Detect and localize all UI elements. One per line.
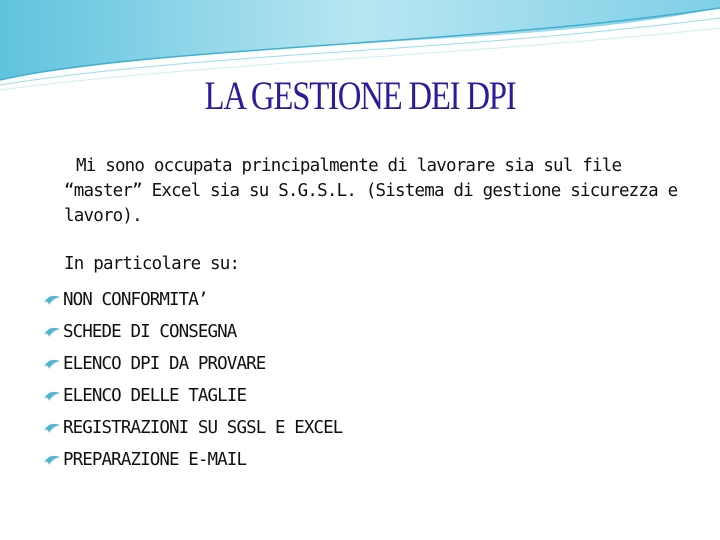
list-item-label: NON CONFORMITA’ bbox=[63, 290, 208, 310]
list-item bbox=[42, 380, 342, 412]
wavy-leaf-bullet-icon bbox=[42, 325, 62, 339]
list-item bbox=[42, 316, 342, 348]
list-item bbox=[42, 444, 342, 476]
list-item-label: ELENCO DPI DA PROVARE bbox=[63, 354, 266, 374]
list-item-label: PREPARAZIONE E-MAIL bbox=[63, 450, 247, 470]
list-item-label: ELENCO DELLE TAGLIE bbox=[63, 386, 247, 406]
wavy-leaf-bullet-icon bbox=[42, 453, 62, 467]
list-item-label: SCHEDE DI CONSEGNA bbox=[63, 322, 237, 342]
list-item bbox=[42, 348, 342, 380]
list-item bbox=[42, 412, 342, 444]
intro-paragraph: Mi sono occupata principalmente di lavorare sia sul file “master” Excel sia su S.G.S.L. (Sistema di gestione sicurezza e lavoro). bbox=[64, 156, 678, 226]
wavy-leaf-bullet-icon bbox=[42, 389, 62, 403]
list-item-label: REGISTRAZIONI SU SGSL E EXCEL bbox=[63, 418, 343, 438]
wavy-leaf-bullet-icon bbox=[42, 357, 62, 371]
wavy-leaf-bullet-icon bbox=[42, 293, 62, 307]
bullet-list bbox=[42, 284, 342, 476]
list-item bbox=[42, 284, 342, 316]
page-title: LA GESTIONE DEI DPI bbox=[204, 73, 516, 118]
lead-text: In particolare su: bbox=[64, 254, 240, 274]
wavy-leaf-bullet-icon bbox=[42, 421, 62, 435]
